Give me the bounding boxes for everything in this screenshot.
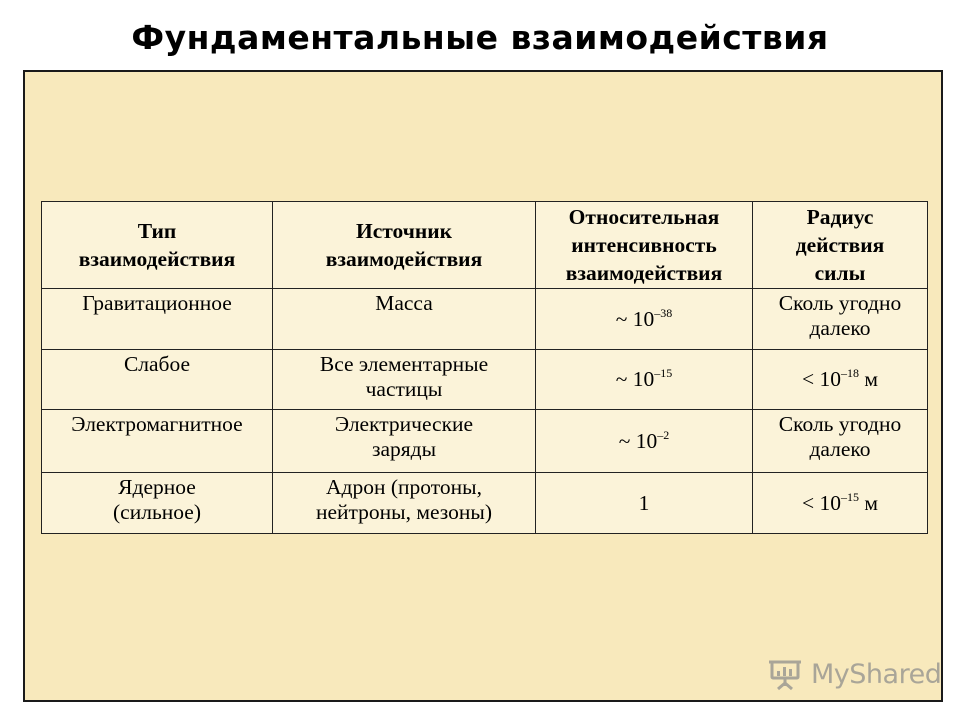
intensity-exponent: –15 — [654, 366, 673, 380]
radius-prefix: < — [802, 490, 820, 515]
intensity-prefix: ~ — [618, 428, 636, 453]
radius-base: 10 — [819, 490, 842, 515]
header-source — [273, 202, 536, 289]
header-row — [42, 202, 928, 289]
table-row — [42, 410, 928, 473]
table-row — [42, 289, 928, 350]
cell-type: Электромагнитное — [42, 410, 273, 473]
interactions-table — [41, 201, 928, 534]
radius-line: Сколь угодно — [778, 412, 902, 436]
cell-type: Слабое — [42, 350, 273, 410]
intensity-prefix: ~ — [615, 306, 633, 331]
slide-title: Фундаментальные взаимодействия — [131, 18, 829, 57]
table-row — [42, 350, 928, 410]
cell-intensity: 1 — [536, 473, 753, 534]
cell-type — [42, 473, 273, 534]
source-line: Адрон (протоны, — [326, 475, 482, 499]
source-line: частицы — [365, 377, 443, 401]
intensity-exponent: –2 — [657, 427, 670, 442]
cell-intensity — [536, 289, 753, 350]
cell-source — [273, 350, 536, 410]
radius-line: далеко — [809, 316, 871, 340]
radius-line: далеко — [809, 437, 871, 461]
radius-exponent: –18 — [841, 366, 860, 380]
intensity-prefix: ~ — [615, 367, 633, 391]
cell-radius — [753, 350, 928, 410]
source-line: Все элементарные — [319, 352, 489, 376]
header-radius-line: силы — [814, 261, 866, 285]
type-line: (сильное) — [113, 500, 201, 524]
content-panel — [23, 70, 943, 702]
type-line: Ядерное — [118, 475, 196, 499]
cell-intensity — [536, 410, 753, 473]
intensity-base: 10 — [632, 306, 655, 331]
source-line: нейтроны, мезоны) — [315, 500, 493, 524]
radius-unit: м — [859, 367, 878, 391]
header-intensity-line: Относительная — [568, 205, 720, 229]
cell-radius — [753, 473, 928, 534]
cell-radius — [753, 289, 928, 350]
header-type-line: взаимодействия — [78, 247, 236, 271]
cell-radius — [753, 410, 928, 473]
header-source-line: взаимодействия — [325, 247, 483, 271]
cell-type: Гравитационное — [42, 289, 273, 350]
header-type-line: Тип — [137, 219, 177, 243]
radius-unit: м — [859, 490, 878, 515]
cell-source: Масса — [273, 289, 536, 350]
radius-prefix: < — [802, 367, 820, 391]
header-intensity-line: взаимодействия — [565, 261, 723, 285]
header-source-line: Источник — [355, 219, 453, 243]
watermark-logo — [767, 654, 941, 694]
radius-exponent: –15 — [841, 489, 860, 504]
table-row — [42, 473, 928, 534]
intensity-base: 10 — [635, 428, 658, 453]
radius-base: 10 — [819, 367, 842, 391]
source-line: Электрические — [334, 412, 474, 436]
cell-source — [273, 410, 536, 473]
header-radius-line: действия — [795, 233, 885, 257]
source-line: заряды — [371, 437, 437, 461]
intensity-exponent: –38 — [654, 305, 673, 320]
cell-intensity — [536, 350, 753, 410]
header-type — [42, 202, 273, 289]
header-intensity-line: интенсивность — [571, 233, 717, 257]
intensity-base: 10 — [632, 367, 655, 391]
cell-source — [273, 473, 536, 534]
watermark-brand: MyShared — [811, 658, 942, 690]
header-intensity — [536, 202, 753, 289]
header-radius-line: Радиус — [806, 205, 874, 229]
presentation-board-icon — [767, 656, 803, 692]
header-radius — [753, 202, 928, 289]
radius-line: Сколь угодно — [778, 291, 902, 315]
